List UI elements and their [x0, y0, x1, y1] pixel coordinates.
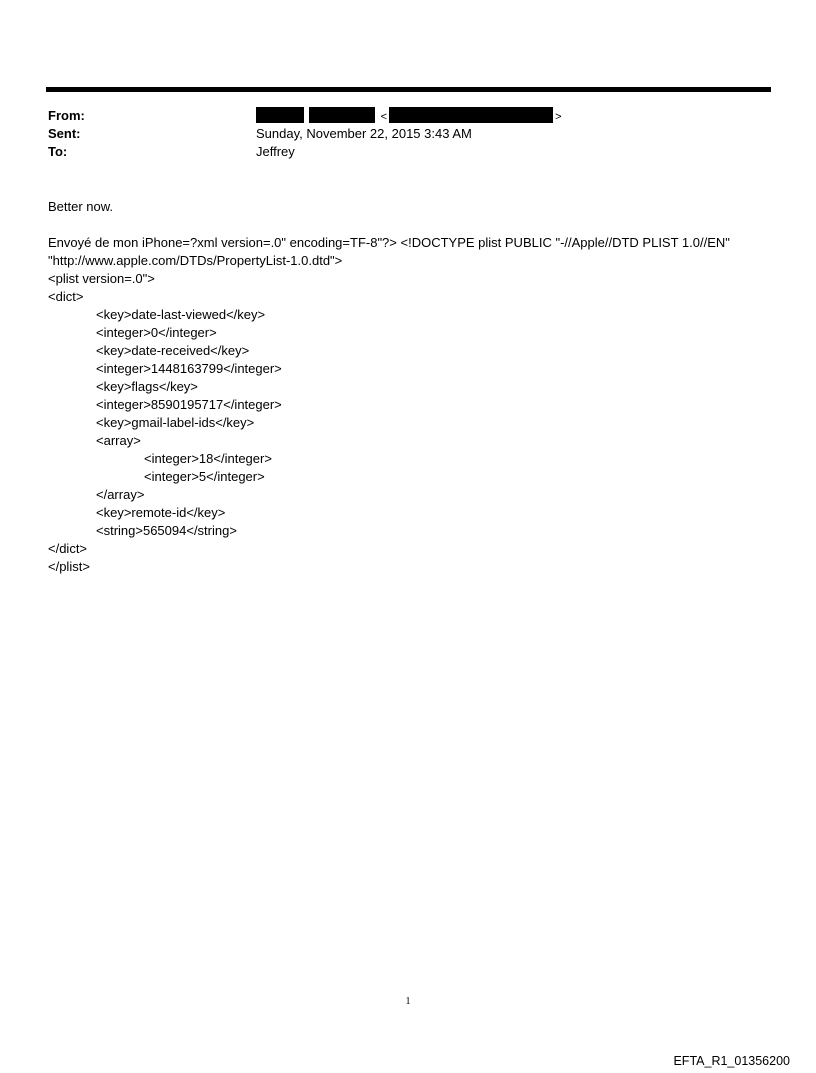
body-line: <integer>5</integer>	[144, 469, 265, 484]
body-line: <string>565094</string>	[96, 523, 237, 538]
redaction-block	[389, 107, 553, 123]
document-id: EFTA_R1_01356200	[673, 1054, 790, 1068]
sent-value: Sunday, November 22, 2015 3:43 AM	[256, 126, 472, 141]
header-divider	[46, 87, 771, 92]
email-header	[48, 107, 768, 161]
body-line: <key>remote-id</key>	[96, 505, 226, 520]
open-angle-bracket: <	[380, 111, 388, 123]
body-line: <integer>1448163799</integer>	[96, 361, 282, 376]
body-line: <array>	[96, 433, 141, 448]
body-line: </dict>	[48, 541, 88, 556]
sent-row	[48, 125, 768, 143]
from-value	[256, 107, 564, 126]
body-line: <key>date-last-viewed</key>	[96, 307, 266, 322]
body-line: <integer>0</integer>	[96, 325, 217, 340]
to-label: To:	[48, 144, 68, 159]
page-number: 1	[405, 996, 411, 1007]
body-line: <plist version=.0">	[48, 271, 155, 286]
body-line: <integer>8590195717</integer>	[96, 397, 282, 412]
to-row	[48, 143, 768, 161]
body-line: </array>	[96, 487, 145, 502]
close-angle-bracket: >	[555, 111, 562, 123]
body-line: <integer>18</integer>	[144, 451, 272, 466]
redaction-block	[256, 107, 304, 123]
body-line: <key>flags</key>	[96, 379, 198, 394]
body-line: "http://www.apple.com/DTDs/PropertyList-1.0.dtd">	[48, 253, 343, 268]
greeting-line: Better now.	[48, 199, 114, 214]
body-line: </plist>	[48, 559, 90, 574]
sent-label: Sent:	[48, 126, 81, 141]
from-row	[48, 107, 768, 125]
body-line: <key>gmail-label-ids</key>	[96, 415, 255, 430]
to-value: Jeffrey	[256, 144, 295, 159]
blank-line	[48, 216, 778, 234]
redaction-block	[309, 107, 375, 123]
from-label: From:	[48, 108, 85, 123]
email-body	[48, 198, 778, 576]
body-line: <key>date-received</key>	[96, 343, 250, 358]
body-line: Envoyé de mon iPhone=?xml version=.0" encoding=TF-8"?> <!DOCTYPE plist PUBLIC "-//Apple//DTD PLIST 1.0//EN"	[48, 235, 730, 250]
body-line: <dict>	[48, 289, 84, 304]
